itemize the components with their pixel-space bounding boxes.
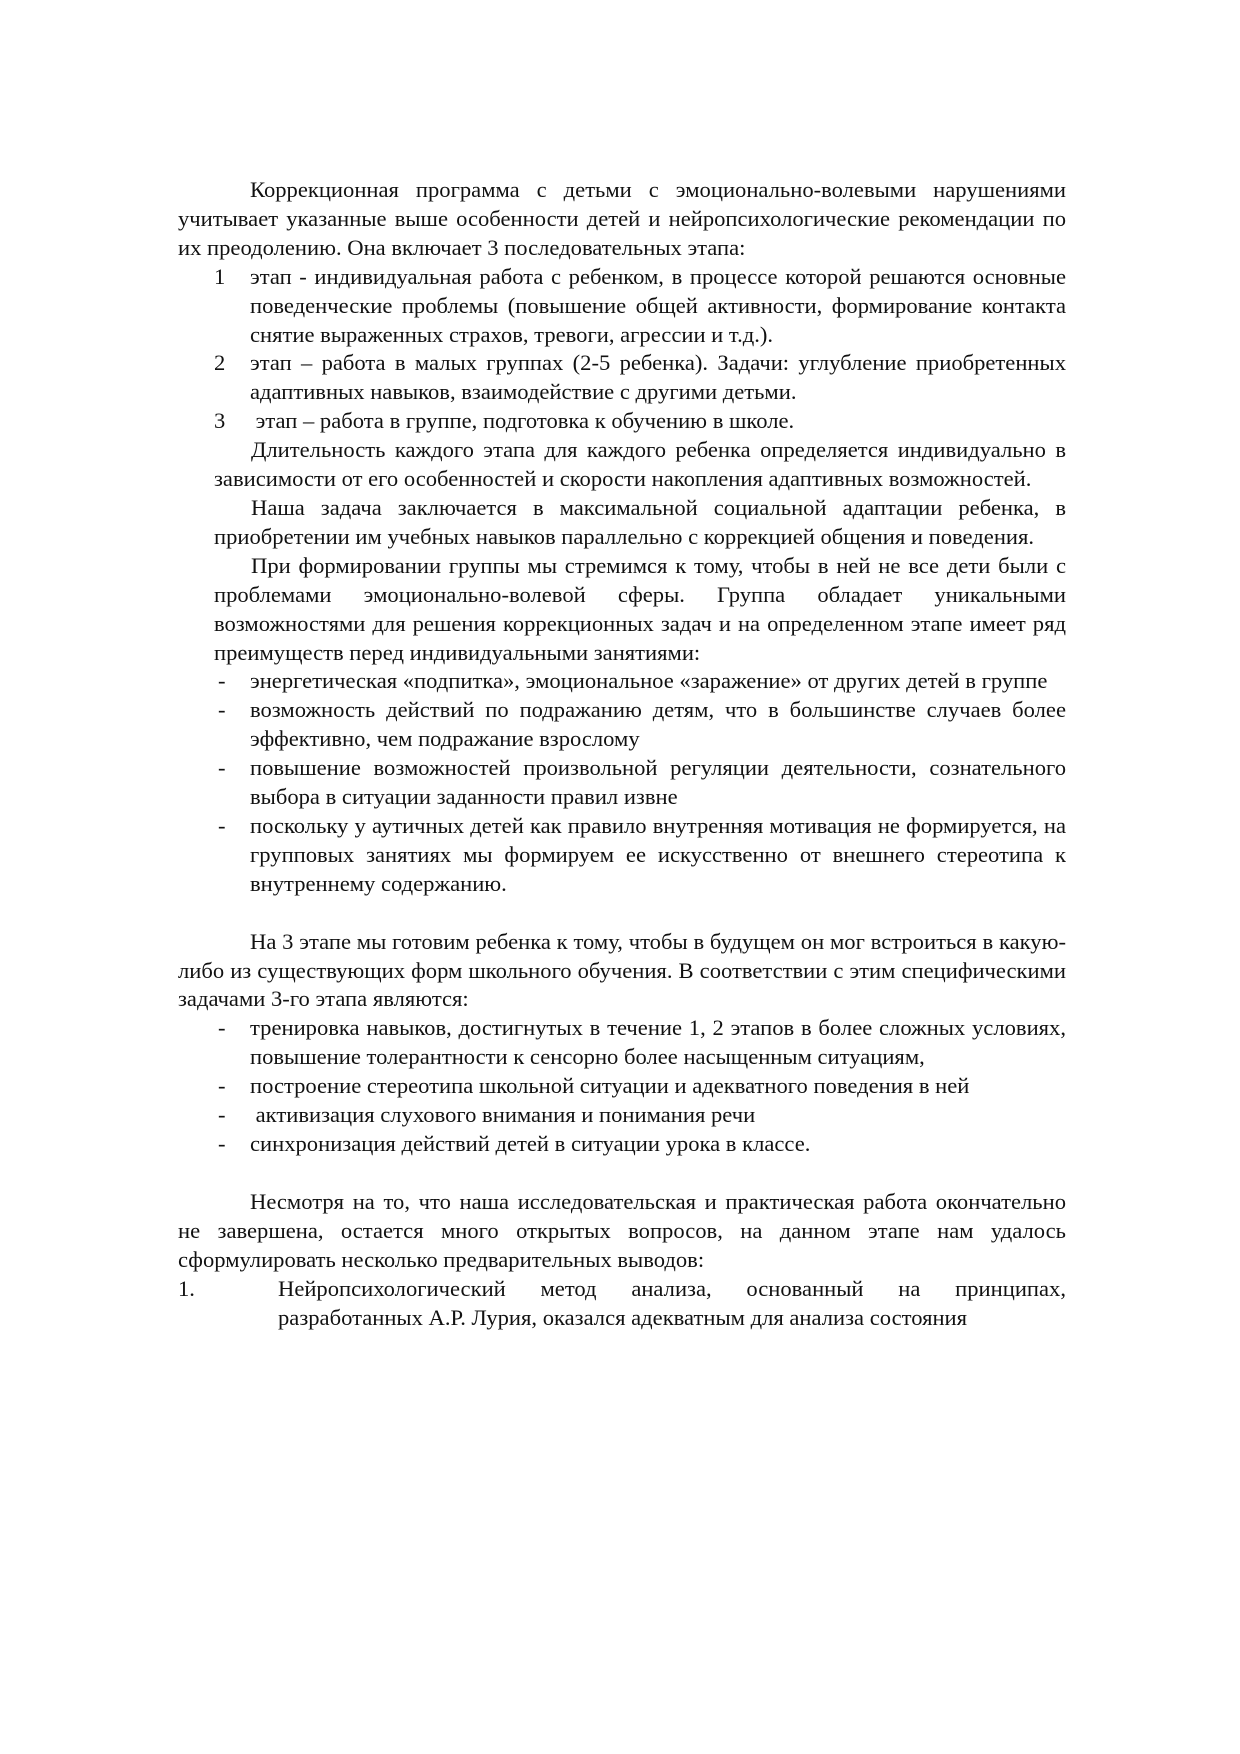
advantage-text: повышение возможностей произвольной регуляции деятельности, сознательного выбора в ситуации заданности правил извне (250, 755, 1066, 810)
stage-item-2 (178, 349, 1066, 407)
conclusion-item-1 (178, 1275, 1066, 1333)
advantage-item-2 (178, 696, 1066, 754)
conclusion-intro-paragraph: Несмотря на то, что наша исследовательская и практическая работа окончательно не завершена, остается много открытых вопросов, на данном этапе нам удалось сформулировать несколько предварительных выводов: (178, 1188, 1066, 1272)
stage3-paragraph: На 3 этапе мы готовим ребенка к тому, чтобы в будущем он мог встроиться в какую-либо из существующих форм школьного обучения. В соответствии с этим специфическими задачами 3-го этапа являются: (178, 928, 1066, 1012)
stage-marker: 2 (214, 350, 226, 376)
stage3-task-text: синхронизация действий детей в ситуации урока в классе. (250, 1131, 811, 1156)
dash-marker: - (218, 1073, 226, 1099)
paragraph-gap (178, 1159, 1066, 1188)
advantage-text: энергетическая «подпитка», эмоциональное «заражение» от других детей в группе (250, 668, 1048, 694)
stage-item-1 (178, 263, 1066, 350)
stage3-task-item-2 (178, 1072, 1066, 1101)
advantage-text: возможность действий по подражанию детям, что в большинстве случаев более эффективно, чем подражание взрослому (250, 697, 1066, 752)
dash-marker: - (218, 697, 226, 723)
dash-marker: - (218, 1102, 226, 1128)
advantage-item-4 (178, 812, 1066, 899)
advantage-text: поскольку у аутичных детей как правило внутренняя мотивация не формируется, на групповых занятиях мы формируем ее искусственно от внешнего стереотипа к внутреннему содержанию. (250, 812, 1066, 896)
task-paragraph: Наша задача заключается в максимальной социальной адаптации ребенка, в приобретении им учебных навыков параллельно с коррекцией общения и поведения. (214, 494, 1066, 549)
conclusion-marker: 1. (178, 1275, 195, 1301)
dash-marker: - (218, 812, 226, 838)
advantage-item-1 (178, 667, 1066, 696)
stage-marker: 1 (214, 263, 226, 289)
dash-marker: - (218, 1131, 226, 1156)
dash-marker: - (218, 1015, 226, 1041)
dash-marker: - (218, 668, 226, 694)
stage-marker: 3 (214, 408, 226, 434)
stage3-task-item-4 (178, 1130, 1066, 1159)
conclusion-text: Нейропсихологический метод анализа, основанный на принципах, разработанных А.Р. Лурия, оказался адекватным для анализа состояния (278, 1275, 1066, 1330)
document-text (178, 176, 1066, 1332)
dash-marker: - (218, 755, 226, 781)
stage-item-3 (178, 407, 1066, 436)
intro-paragraph: Коррекционная программа с детьми с эмоционально-волевыми нарушениями учитывает указанные выше особенности детей и нейропсихологические рекомендации по их преодолению. Она включает 3 последовательных этапа: (178, 177, 1066, 260)
group-paragraph: При формировании группы мы стремимся к тому, чтобы в ней не все дети были с проблемами эмоционально-волевой сферы. Группа обладает уникальными возможностями для решения коррекционных задач и на определенном этапе имеет ряд преимуществ перед индивидуальными занятиями: (214, 552, 1066, 665)
stage-text: этап – работа в группе, подготовка к обучению в школе. (250, 408, 795, 434)
stage3-task-item-3 (178, 1101, 1066, 1130)
stage3-task-item-1 (178, 1014, 1066, 1072)
advantage-item-3 (178, 754, 1066, 812)
stage-text: этап - индивидуальная работа с ребенком, в процессе которой решаются основные поведенческие проблемы (повышение общей активности, формирование контакта снятие выраженных страхов, тревоги, агрессии и т.д.). (250, 263, 1066, 347)
duration-paragraph: Длительность каждого этапа для каждого ребенка определяется индивидуально в зависимости от его особенностей и скорости накопления адаптивных возможностей. (214, 437, 1066, 492)
stage-text: этап – работа в малых группах (2-5 ребенка). Задачи: углубление приобретенных адаптивных навыков, взаимодействие с другими детьми. (250, 350, 1066, 405)
stage3-task-text: активизация слухового внимания и понимания речи (250, 1102, 756, 1128)
stage3-task-text: построение стереотипа школьной ситуации и адекватного поведения в ней (250, 1073, 970, 1099)
stage3-task-text: тренировка навыков, достигнутых в течение 1, 2 этапов в более сложных условиях, повышение толерантности к сенсорно более насыщенным ситуациям, (250, 1015, 1066, 1070)
paragraph-gap (178, 899, 1066, 928)
